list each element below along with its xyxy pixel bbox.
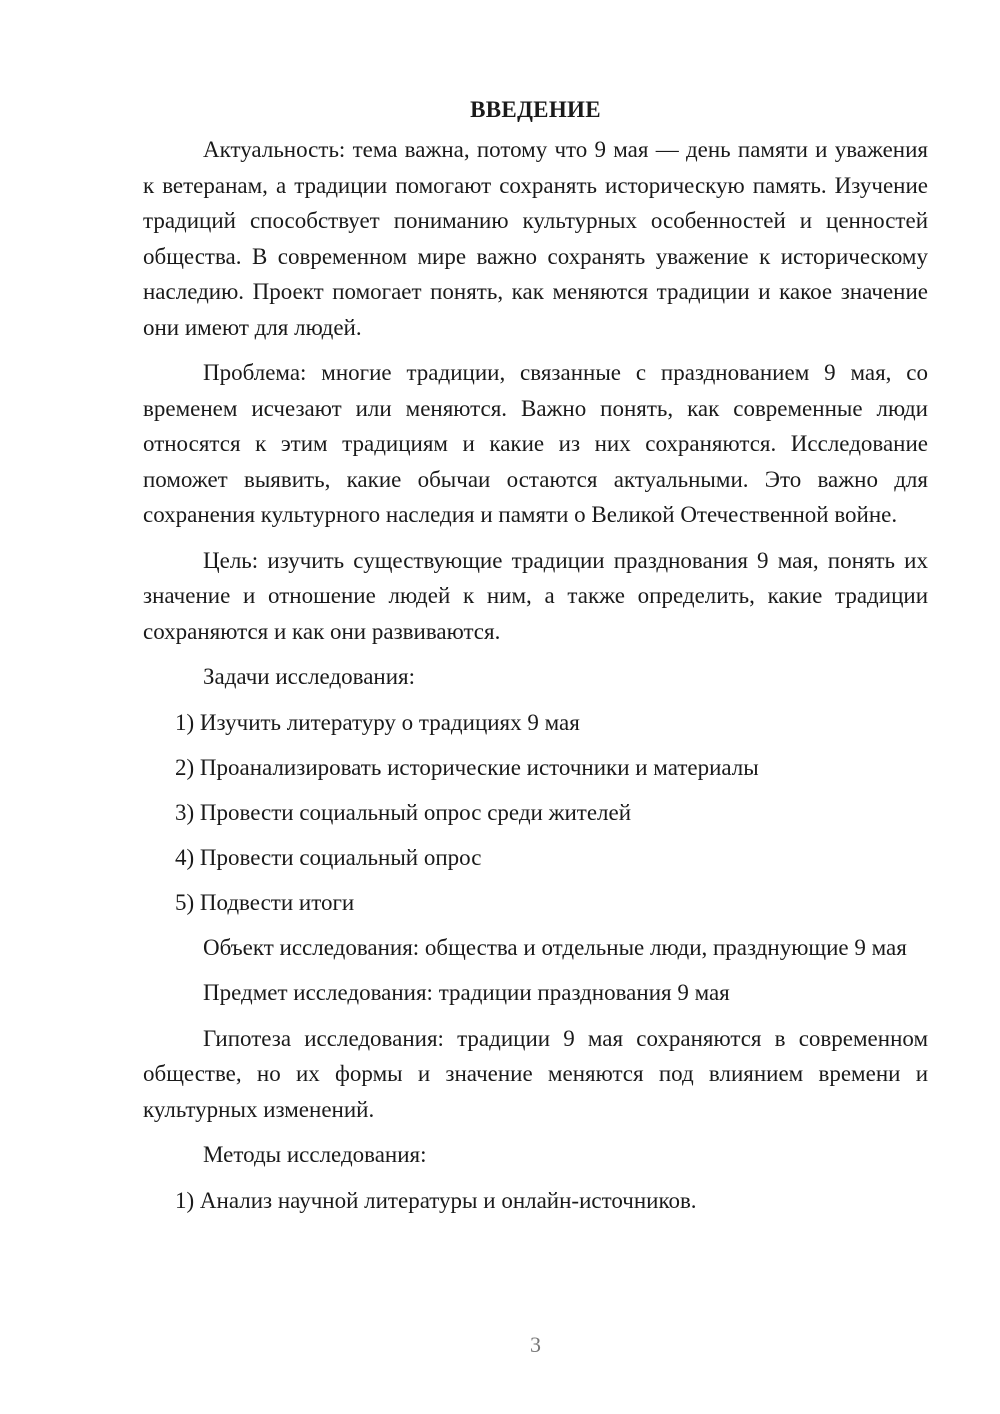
paragraph-subject: Предмет исследования: традиции празднования 9 мая [203,980,730,1005]
list-item: 1) Изучить литературу о традициях 9 мая [175,709,580,735]
paragraph-goal: Цель: изучить существующие традиции празднования 9 мая, понять их значение и отношение людей к ним, а также определить, какие традиции сохраняются и как они развиваются. [143,547,928,644]
tasks-list [143,705,928,921]
methods-heading: Методы исследования: [203,1142,427,1167]
paragraph-hypothesis: Гипотеза исследования: традиции 9 мая сохраняются в современном обществе, но их формы и значение меняются под влиянием времени и культурных изменений. [143,1025,928,1122]
paragraph-problem: Проблема: многие традиции, связанные с празднованием 9 мая, со временем исчезают или меняются. Важно понять, как современные люди относятся к этим традициям и какие из них сохраняются. Исследование поможет выявить, какие обычаи остаются актуальными. Это важно для сохранения культурного наследия и памяти о Великой Отечественной войне. [143,360,928,527]
paragraph-relevance: Актуальность: тема важна, потому что 9 мая — день памяти и уважения к ветеранам, а традиции помогают сохранять историческую память. Изучение традиций способствует пониманию культурных особенностей и ценностей общества. В современном мире важно сохранять уважение к историческому наследию. Проект помогает понять, как меняются традиции и какое значение они имеют для людей. [143,137,928,340]
tasks-heading: Задачи исследования: [203,664,416,689]
list-item: 4) Провести социальный опрос [175,844,482,870]
list-item: 1) Анализ научной литературы и онлайн-источников. [175,1187,697,1213]
list-item: 2) Проанализировать исторические источники и материалы [175,754,759,780]
list-item: 5) Подвести итоги [175,889,355,915]
paragraph-object: Объект исследования: общества и отдельные люди, празднующие 9 мая [203,934,907,960]
page-number: 3 [530,1332,541,1357]
document-page [143,92,928,1228]
methods-list [143,1183,928,1219]
list-item: 3) Провести социальный опрос среди жителей [175,799,632,825]
page-title: ВВЕДЕНИЕ [470,97,601,122]
